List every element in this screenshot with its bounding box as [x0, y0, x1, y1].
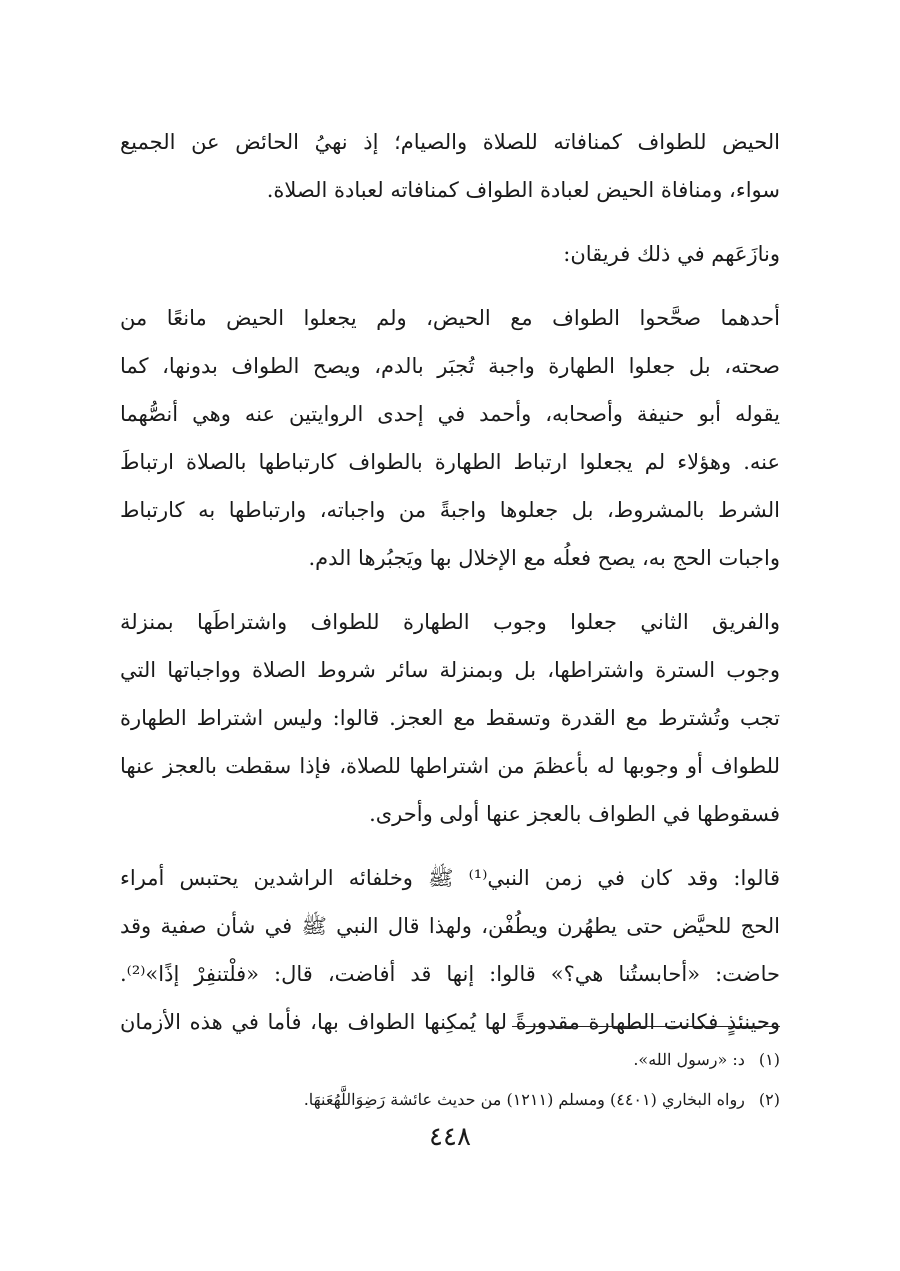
- text-line: وجوب السترة واشتراطها، بل وبمنزلة سائر شروط الصلاة وواجباتها التي: [120, 658, 780, 682]
- paragraph: [120, 118, 780, 214]
- main-text: [120, 118, 780, 1062]
- text-line: الشرط بالمشروط، بل جعلوها واجبةً من واجباته، وارتباطها به كارتباط: [120, 498, 780, 522]
- text-line: صحته، بل جعلوا الطهارة واجبة تُجبَر بالدم، ويصح الطواف بدونها، كما: [120, 354, 780, 378]
- page-number: ٤٤٨: [429, 1122, 471, 1152]
- footnote: [120, 1080, 780, 1120]
- text-line: الحج للحيَّض حتى يطهُرن ويطُفْن، ولهذا قال النبي ﷺ في شأن صفية وقد: [120, 914, 780, 938]
- text-line: يقوله أبو حنيفة وأصحابه، وأحمد في إحدى الروايتين عنه وهي أنصُّهما: [120, 402, 780, 426]
- footnote-number: (١): [758, 1050, 780, 1069]
- text-line: قالوا: وقد كان في زمن النبي⁽¹⁾ ﷺ وخلفائه الراشدين يحتبس أمراء: [120, 866, 780, 890]
- text-line: واجبات الحج به، يصح فعلُه مع الإخلال بها ويَجبُرها الدم.: [308, 546, 780, 570]
- text-line: والفريق الثاني جعلوا وجوب الطهارة للطواف واشتراطَها بمنزلة: [120, 610, 780, 634]
- text-line: تجب وتُشترط مع القدرة وتسقط مع العجز. قالوا: وليس اشتراط الطهارة: [120, 706, 780, 730]
- footnote-divider: [512, 1026, 780, 1027]
- paragraph: [120, 854, 780, 1046]
- text-line: عنه. وهؤلاء لم يجعلوا ارتباط الطهارة بالطواف كارتباطها بالصلاة ارتباطَ: [120, 450, 780, 474]
- footnote-text: د: «رسول الله».: [633, 1050, 745, 1069]
- paragraph: [120, 294, 780, 582]
- text-line: للطواف أو وجوبها له بأعظمَ من اشتراطها للصلاة، فإذا سقطت بالعجز عنها: [120, 754, 780, 778]
- paragraph: [120, 230, 780, 278]
- footnotes: [120, 1040, 780, 1120]
- text-line: حاضت: «أحابستُنا هي؟» قالوا: إنها قد أفاضت، قال: «فلْتنفِرْ إذًا»⁽²⁾.: [120, 962, 780, 986]
- text-line: وحينئذٍ فكانت الطهارة مقدورةً لها يُمكِنها الطواف بها، فأما في هذه الأزمان: [120, 1010, 780, 1034]
- footnote-number: (٢): [758, 1090, 780, 1109]
- text-line: فسقوطها في الطواف بالعجز عنها أولى وأحرى.: [369, 802, 780, 826]
- text-line: سواء، ومنافاة الحيض لعبادة الطواف كمنافاته لعبادة الصلاة.: [266, 178, 780, 202]
- footnote: [120, 1040, 780, 1080]
- text-line: الحيض للطواف كمنافاته للصلاة والصيام؛ إذ نهيُ الحائض عن الجميع: [120, 130, 780, 154]
- footnote-text: رواه البخاري (٤٤٠١) ومسلم (١٢١١) من حديث عائشة رَضِوَاللَّهُعَنهَا.: [303, 1090, 745, 1109]
- paragraph: [120, 598, 780, 838]
- text-line: أحدهما صحَّحوا الطواف مع الحيض، ولم يجعلوا الحيض مانعًا من: [120, 306, 780, 330]
- text-line: ونازَعَهم في ذلك فريقان:: [563, 242, 780, 266]
